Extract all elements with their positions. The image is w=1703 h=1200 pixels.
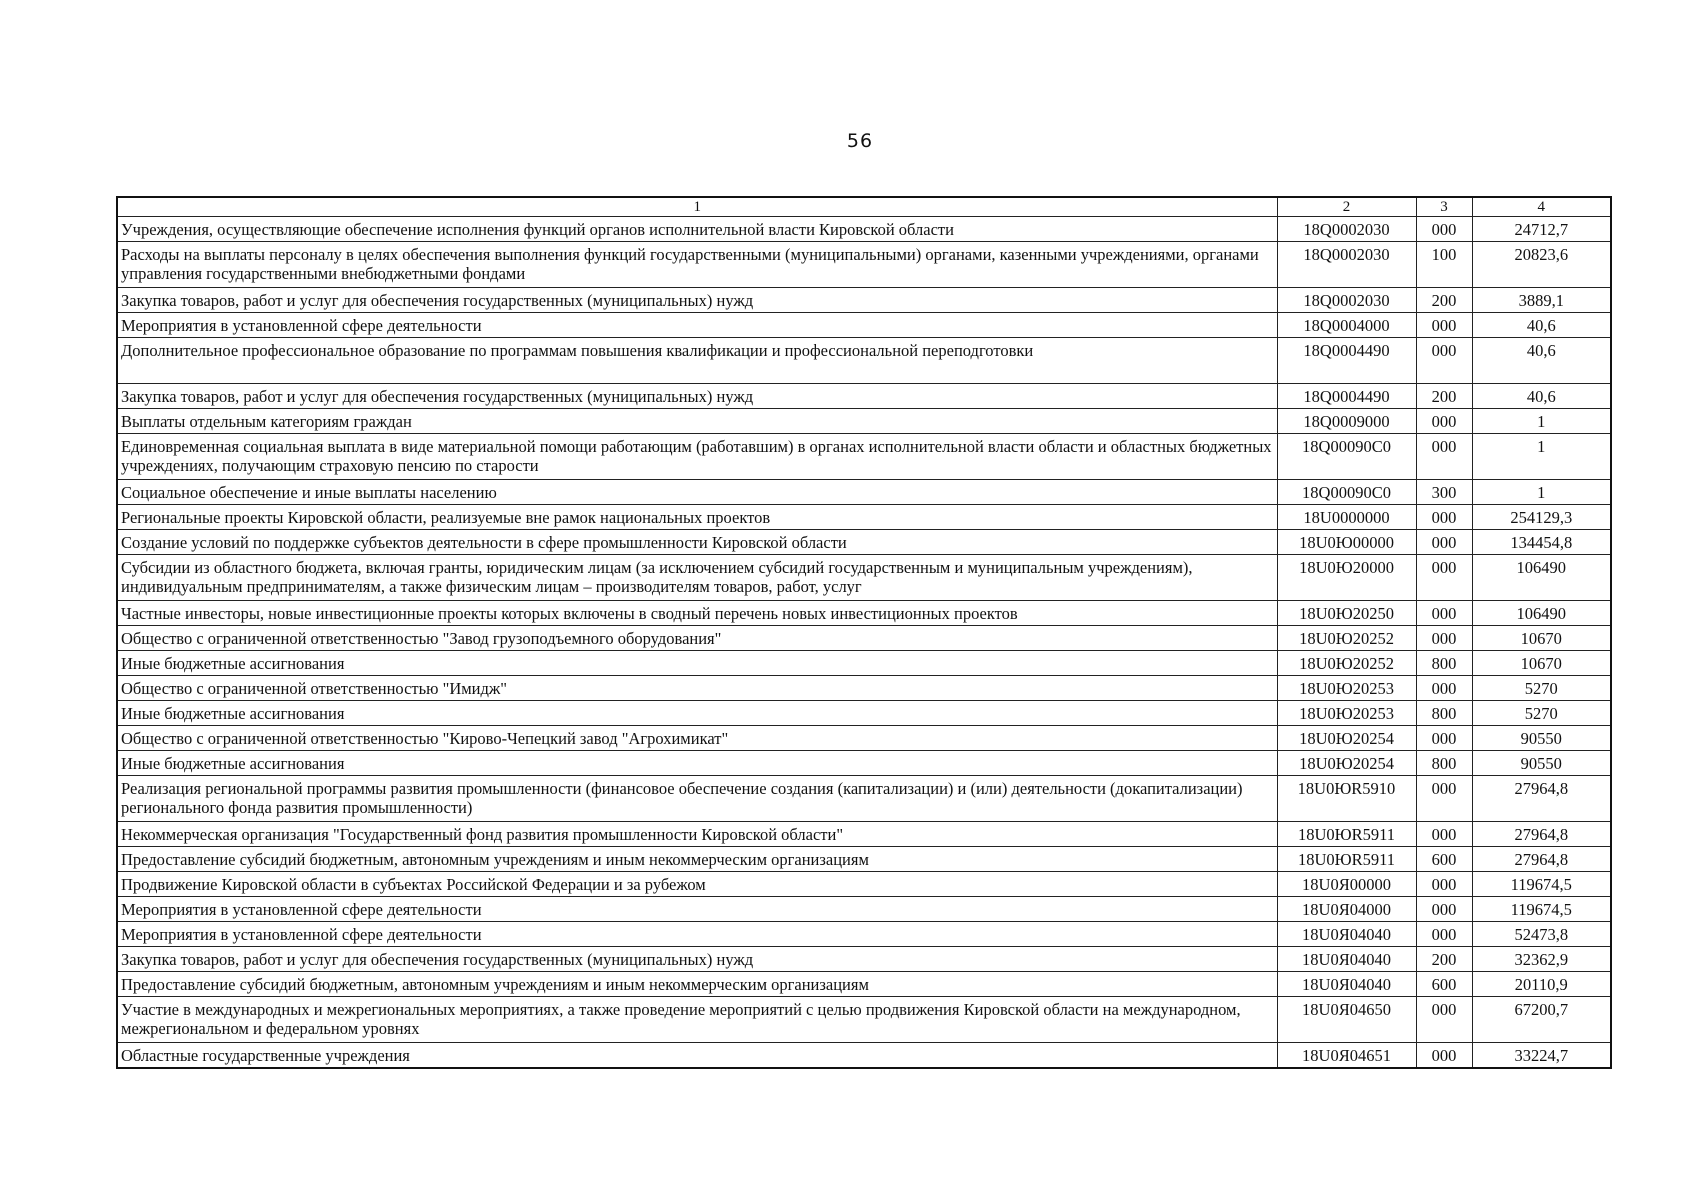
row-amount: 106490 <box>1472 555 1611 601</box>
row-description: Мероприятия в установленной сфере деятельности <box>117 922 1277 947</box>
row-expense-type: 000 <box>1416 1043 1472 1069</box>
row-amount: 10670 <box>1472 651 1611 676</box>
row-amount: 106490 <box>1472 601 1611 626</box>
row-expense-type: 000 <box>1416 555 1472 601</box>
row-description: Частные инвесторы, новые инвестиционные проекты которых включены в сводный перечень новых инвестиционных проектов <box>117 601 1277 626</box>
table-row <box>117 409 1611 434</box>
table-row <box>117 751 1611 776</box>
row-target-code: 18U0Ю20254 <box>1277 726 1416 751</box>
row-amount: 5270 <box>1472 701 1611 726</box>
row-description: Учреждения, осуществляющие обеспечение исполнения функций органов исполнительной власти Кировской области <box>117 217 1277 242</box>
row-expense-type: 600 <box>1416 847 1472 872</box>
row-expense-type: 200 <box>1416 288 1472 313</box>
row-amount: 27964,8 <box>1472 847 1611 872</box>
table-row <box>117 555 1611 601</box>
row-description: Мероприятия в установленной сфере деятельности <box>117 313 1277 338</box>
row-expense-type: 000 <box>1416 530 1472 555</box>
table-row <box>117 897 1611 922</box>
row-target-code: 18U0ЮR5911 <box>1277 847 1416 872</box>
table-body <box>117 217 1611 1069</box>
row-target-code: 18U0Ю20252 <box>1277 651 1416 676</box>
row-description: Дополнительное профессиональное образование по программам повышения квалификации и профессиональной переподготовки <box>117 338 1277 384</box>
row-description: Региональные проекты Кировской области, реализуемые вне рамок национальных проектов <box>117 505 1277 530</box>
row-amount: 10670 <box>1472 626 1611 651</box>
row-expense-type: 000 <box>1416 601 1472 626</box>
row-description: Закупка товаров, работ и услуг для обеспечения государственных (муниципальных) нужд <box>117 384 1277 409</box>
table-row <box>117 313 1611 338</box>
row-expense-type: 000 <box>1416 313 1472 338</box>
row-target-code: 18U0Я04040 <box>1277 947 1416 972</box>
column-header-expense-type: 3 <box>1416 197 1472 217</box>
row-target-code: 18Q0002030 <box>1277 217 1416 242</box>
row-amount: 90550 <box>1472 726 1611 751</box>
table-row <box>117 384 1611 409</box>
row-expense-type: 000 <box>1416 776 1472 822</box>
row-description: Общество с ограниченной ответственностью "Завод грузоподъемного оборудования" <box>117 626 1277 651</box>
table-row <box>117 776 1611 822</box>
row-target-code: 18U0ЮR5911 <box>1277 822 1416 847</box>
row-description: Социальное обеспечение и иные выплаты населению <box>117 480 1277 505</box>
row-target-code: 18Q0002030 <box>1277 288 1416 313</box>
table-row <box>117 922 1611 947</box>
row-target-code: 18U0Ю20254 <box>1277 751 1416 776</box>
table-row <box>117 480 1611 505</box>
row-amount: 40,6 <box>1472 338 1611 384</box>
table-row <box>117 822 1611 847</box>
row-expense-type: 000 <box>1416 676 1472 701</box>
row-description: Закупка товаров, работ и услуг для обеспечения государственных (муниципальных) нужд <box>117 288 1277 313</box>
row-amount: 3889,1 <box>1472 288 1611 313</box>
row-description: Расходы на выплаты персоналу в целях обеспечения выполнения функций государственными (муниципальными) органами, казенными учреждениями, органами управления государственными внебюджетными фондами <box>117 242 1277 288</box>
row-amount: 40,6 <box>1472 313 1611 338</box>
row-description: Общество с ограниченной ответственностью "Кирово-Чепецкий завод "Агрохимикат" <box>117 726 1277 751</box>
table-row <box>117 217 1611 242</box>
row-target-code: 18Q0004490 <box>1277 338 1416 384</box>
row-target-code: 18U0Я04651 <box>1277 1043 1416 1069</box>
row-description: Предоставление субсидий бюджетным, автономным учреждениям и иным некоммерческим организациям <box>117 972 1277 997</box>
row-expense-type: 000 <box>1416 897 1472 922</box>
column-header-description: 1 <box>117 197 1277 217</box>
row-target-code: 18U0Ю20250 <box>1277 601 1416 626</box>
row-target-code: 18U0Я04040 <box>1277 922 1416 947</box>
table-row <box>117 505 1611 530</box>
row-target-code: 18Q0009000 <box>1277 409 1416 434</box>
row-description: Предоставление субсидий бюджетным, автономным учреждениям и иным некоммерческим организациям <box>117 847 1277 872</box>
row-expense-type: 600 <box>1416 972 1472 997</box>
row-description: Иные бюджетные ассигнования <box>117 701 1277 726</box>
table-row <box>117 626 1611 651</box>
row-amount: 33224,7 <box>1472 1043 1611 1069</box>
column-header-amount: 4 <box>1472 197 1611 217</box>
row-target-code: 18Q0004490 <box>1277 384 1416 409</box>
row-amount: 20110,9 <box>1472 972 1611 997</box>
row-amount: 1 <box>1472 409 1611 434</box>
table-row <box>117 997 1611 1043</box>
row-description: Выплаты отдельным категориям граждан <box>117 409 1277 434</box>
table-header-row <box>117 197 1611 217</box>
row-expense-type: 000 <box>1416 409 1472 434</box>
row-expense-type: 200 <box>1416 947 1472 972</box>
row-description: Мероприятия в установленной сфере деятельности <box>117 897 1277 922</box>
table-row <box>117 338 1611 384</box>
row-amount: 27964,8 <box>1472 776 1611 822</box>
row-amount: 27964,8 <box>1472 822 1611 847</box>
row-description: Продвижение Кировской области в субъектах Российской Федерации и за рубежом <box>117 872 1277 897</box>
row-description: Субсидии из областного бюджета, включая гранты, юридическим лицам (за исключением субсидий государственным и муниципальным учреждениям), индивидуальным предпринимателям, а также физическим лицам – производителям товаров, работ, услуг <box>117 555 1277 601</box>
row-expense-type: 000 <box>1416 726 1472 751</box>
row-description: Областные государственные учреждения <box>117 1043 1277 1069</box>
row-target-code: 18U0Ю20253 <box>1277 701 1416 726</box>
row-target-code: 18Q0002030 <box>1277 242 1416 288</box>
row-target-code: 18Q00090C0 <box>1277 480 1416 505</box>
row-target-code: 18U0Ю20000 <box>1277 555 1416 601</box>
row-expense-type: 000 <box>1416 505 1472 530</box>
row-amount: 32362,9 <box>1472 947 1611 972</box>
row-description: Некоммерческая организация "Государственный фонд развития промышленности Кировской области" <box>117 822 1277 847</box>
row-amount: 119674,5 <box>1472 897 1611 922</box>
row-description: Создание условий по поддержке субъектов деятельности в сфере промышленности Кировской области <box>117 530 1277 555</box>
row-amount: 52473,8 <box>1472 922 1611 947</box>
row-expense-type: 100 <box>1416 242 1472 288</box>
table-row <box>117 847 1611 872</box>
row-target-code: 18U0Я04040 <box>1277 972 1416 997</box>
row-description: Закупка товаров, работ и услуг для обеспечения государственных (муниципальных) нужд <box>117 947 1277 972</box>
row-amount: 90550 <box>1472 751 1611 776</box>
row-description: Единовременная социальная выплата в виде материальной помощи работающим (работавшим) в органах исполнительной власти области и областных бюджетных учреждениях, получающим страховую пенсию по старости <box>117 434 1277 480</box>
table-row <box>117 601 1611 626</box>
column-header-code: 2 <box>1277 197 1416 217</box>
row-amount: 119674,5 <box>1472 872 1611 897</box>
row-amount: 5270 <box>1472 676 1611 701</box>
row-expense-type: 000 <box>1416 872 1472 897</box>
table-row <box>117 434 1611 480</box>
row-expense-type: 800 <box>1416 701 1472 726</box>
page-number: 56 <box>846 130 874 152</box>
row-amount: 40,6 <box>1472 384 1611 409</box>
table-row <box>117 701 1611 726</box>
budget-table <box>116 196 1612 1069</box>
row-amount: 254129,3 <box>1472 505 1611 530</box>
row-description: Иные бюджетные ассигнования <box>117 751 1277 776</box>
row-target-code: 18U0Я04650 <box>1277 997 1416 1043</box>
row-expense-type: 000 <box>1416 997 1472 1043</box>
row-expense-type: 800 <box>1416 651 1472 676</box>
row-expense-type: 300 <box>1416 480 1472 505</box>
row-target-code: 18U0Ю00000 <box>1277 530 1416 555</box>
row-target-code: 18U0Я00000 <box>1277 872 1416 897</box>
row-amount: 1 <box>1472 480 1611 505</box>
table-row <box>117 972 1611 997</box>
row-target-code: 18U0000000 <box>1277 505 1416 530</box>
row-expense-type: 000 <box>1416 434 1472 480</box>
row-description: Участие в международных и межрегиональных мероприятиях, а также проведение мероприятий с целью продвижения Кировской области на международном, межрегиональном и федеральном уровнях <box>117 997 1277 1043</box>
table-row <box>117 1043 1611 1069</box>
row-expense-type: 200 <box>1416 384 1472 409</box>
row-target-code: 18U0Ю20253 <box>1277 676 1416 701</box>
row-target-code: 18U0Ю20252 <box>1277 626 1416 651</box>
row-target-code: 18U0ЮR5910 <box>1277 776 1416 822</box>
table-row <box>117 530 1611 555</box>
row-amount: 134454,8 <box>1472 530 1611 555</box>
row-expense-type: 800 <box>1416 751 1472 776</box>
row-amount: 24712,7 <box>1472 217 1611 242</box>
row-expense-type: 000 <box>1416 822 1472 847</box>
row-expense-type: 000 <box>1416 338 1472 384</box>
table-row <box>117 651 1611 676</box>
row-description: Реализация региональной программы развития промышленности (финансовое обеспечение создания (капитализации) и (или) деятельности (докапитализации) регионального фонда развития промышленности) <box>117 776 1277 822</box>
table-row <box>117 288 1611 313</box>
table-row <box>117 676 1611 701</box>
row-target-code: 18Q0004000 <box>1277 313 1416 338</box>
row-amount: 67200,7 <box>1472 997 1611 1043</box>
table-row <box>117 947 1611 972</box>
row-target-code: 18Q00090C0 <box>1277 434 1416 480</box>
row-expense-type: 000 <box>1416 217 1472 242</box>
row-expense-type: 000 <box>1416 922 1472 947</box>
row-description: Общество с ограниченной ответственностью "Имидж" <box>117 676 1277 701</box>
row-expense-type: 000 <box>1416 626 1472 651</box>
row-amount: 20823,6 <box>1472 242 1611 288</box>
table-row <box>117 242 1611 288</box>
row-target-code: 18U0Я04000 <box>1277 897 1416 922</box>
row-amount: 1 <box>1472 434 1611 480</box>
table-row <box>117 726 1611 751</box>
row-description: Иные бюджетные ассигнования <box>117 651 1277 676</box>
table-row <box>117 872 1611 897</box>
